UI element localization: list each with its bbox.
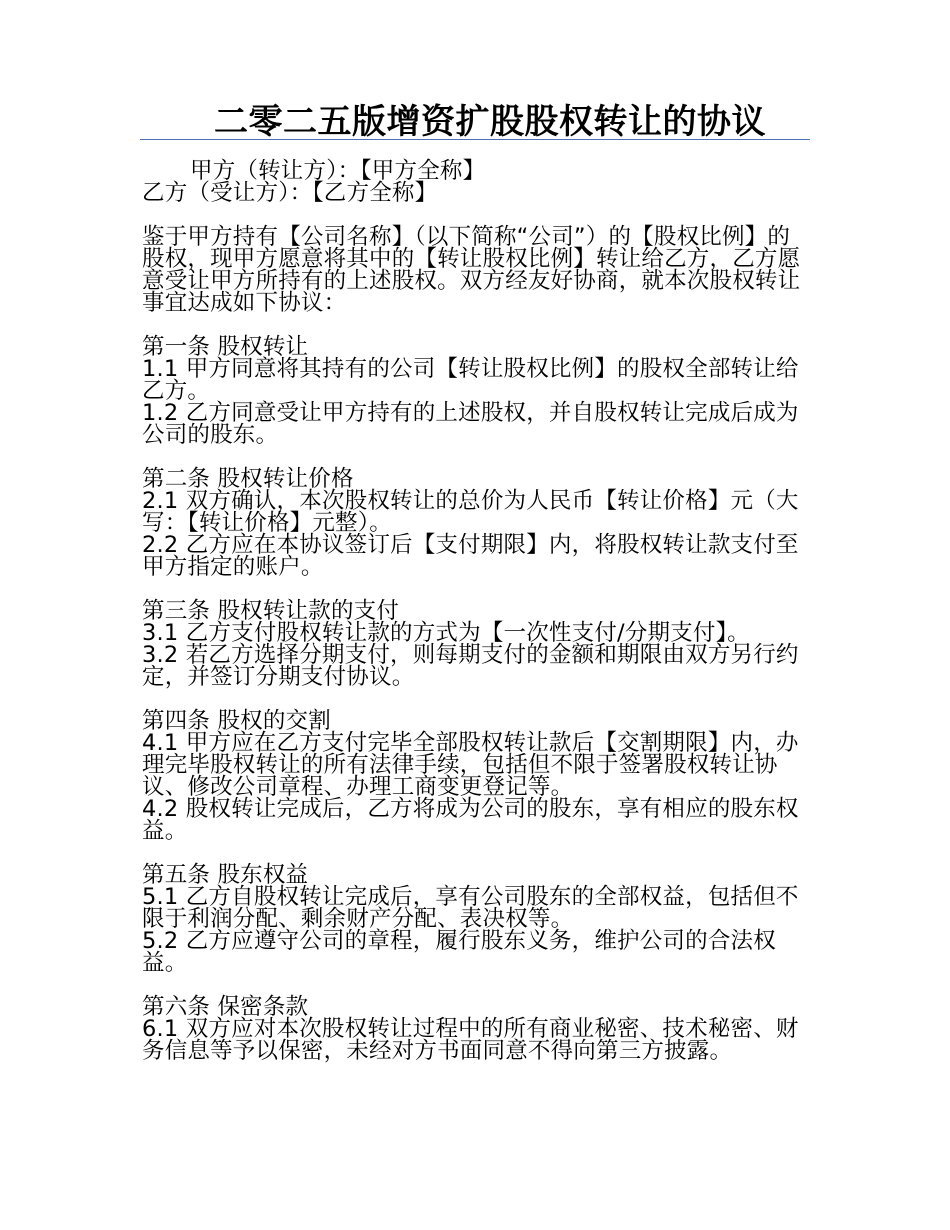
- section-4: [142, 710, 812, 842]
- section-heading: 第三条 股权转让款的支付: [142, 598, 400, 624]
- spacer: [142, 688, 812, 710]
- clause: 5.2 乙方应遵守公司的章程，履行股东义务，维护公司的合法权益。: [142, 928, 776, 976]
- section-heading: 第六条 保密条款: [142, 994, 309, 1020]
- section-heading: 第二条 股权转让价格: [142, 466, 354, 492]
- section-heading: 第四条 股权的交割: [142, 708, 331, 734]
- section-1: [142, 336, 812, 446]
- clause: 2.1 双方确认，本次股权转让的总价为人民币【转让价格】元（大写：【转让价格】元整）。: [142, 488, 799, 536]
- section-heading: 第一条 股权转让: [142, 334, 309, 360]
- clause: 3.1 乙方支付股权转让款的方式为【一次性支付/分期支付】。: [142, 620, 750, 646]
- preamble-paragraph: 鉴于甲方持有【公司名称】（以下简称“公司”）的【股权比例】的股权，现甲方愿意将其中的【转让股权比例】转让给乙方，乙方愿意受让甲方所持有的上述股权。双方经友好协商，就本次股权转让事宜达成如下协议：: [142, 224, 801, 316]
- section-3: [142, 600, 812, 688]
- section-6: [142, 996, 812, 1062]
- clause: 6.1 双方应对本次股权转让过程中的所有商业秘密、技术秘密、财务信息等予以保密，未经对方书面同意不得向第三方披露。: [142, 1016, 799, 1064]
- clause: 1.1 甲方同意将其持有的公司【转让股权比例】的股权全部转让给乙方。: [142, 356, 799, 404]
- clause: 4.2 股权转让完成后，乙方将成为公司的股东，享有相应的股东权益。: [142, 796, 799, 844]
- spacer: [142, 204, 812, 226]
- section-heading: 第五条 股东权益: [142, 862, 309, 888]
- party-a-line: 甲方（转让方）：【甲方全称】: [190, 158, 486, 184]
- section-2: [142, 468, 812, 578]
- clause: 5.1 乙方自股权转让完成后，享有公司股东的全部权益，包括但不限于利润分配、剩余财产分配、表决权等。: [142, 884, 799, 932]
- clause: 3.2 若乙方选择分期支付，则每期支付的金额和期限由双方另行约定，并签订分期支付协议。: [142, 642, 799, 690]
- document-title: 二零二五版增资扩股股权转让的协议: [214, 102, 766, 142]
- document-body: [142, 160, 812, 1062]
- clause: 2.2 乙方应在本协议签订后【支付期限】内，将股权转让款支付至甲方指定的账户。: [142, 532, 799, 580]
- clause: 4.1 甲方应在乙方支付完毕全部股权转让款后【交割期限】内，办理完毕股权转让的所有法律手续，包括但不限于签署股权转让协议、修改公司章程、办理工商变更登记等。: [142, 730, 799, 800]
- title-underline: [140, 139, 810, 140]
- spacer: [142, 578, 812, 600]
- spacer: [142, 842, 812, 864]
- spacer: [142, 446, 812, 468]
- spacer: [142, 314, 812, 336]
- section-5: [142, 864, 812, 974]
- party-b-line: 乙方（受让方）：【乙方全称】: [142, 180, 438, 206]
- clause: 1.2 乙方同意受让甲方持有的上述股权，并自股权转让完成后成为公司的股东。: [142, 400, 799, 448]
- spacer: [142, 974, 812, 996]
